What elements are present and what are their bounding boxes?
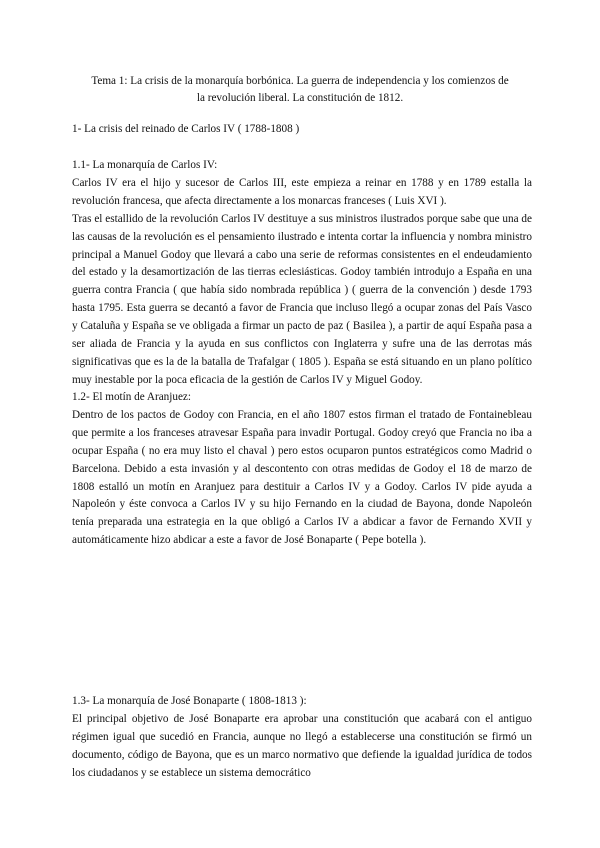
section-1-heading: 1- La crisis del reinado de Carlos IV ( 1788-1808 ) [72, 123, 300, 135]
section-1-3 [72, 693, 532, 783]
section-1-1-heading: 1.1- La monarquía de Carlos IV: [72, 159, 218, 171]
title-line-2: la revolución liberal. La constitución de 1812. [196, 91, 404, 104]
section-1-2 [72, 389, 532, 550]
document-title [60, 73, 540, 106]
section-1-1-paragraph-1: Carlos IV era el hijo y sucesor de Carlos III, este empieza a reinar en 1788 y en 1789 estalla la revolución francesa, que afecta directamente a los monarcas franceses ( Luis XVI ). [72, 176, 532, 207]
section-1-3-heading: 1.3- La monarquía de José Bonaparte ( 1808-1813 ): [72, 695, 307, 707]
section-1-1 [72, 157, 532, 390]
section-1-2-paragraph: Dentro de los pactos de Godoy con Francia, en el año 1807 estos firman el tratado de Fontainebleau que permite a los franceses atravesar España para invadir Portugal. Godoy creyó que Francia no iba a ocupar España ( no era muy listo el chaval ) pero estos ocuparon puntos estratégicos como Madrid o Barcelona. Debido a esta invasión y al descontento con otras medidas de Godoy el 18 de marzo de 1808 estalló un motín en Aranjuez para destituir a Carlos IV y a Godoy. Carlos IV pide ayuda a Napoleón y éste convoca a Carlos IV y su hijo Fernando en la ciudad de Bayona, donde Napoleón tenía preparada una estrategia en la que obligó a Carlos IV a abdicar a favor de Fernando XVII y automáticamente hizo abdicar a este a favor de José Bonaparte ( Pepe botella ). [72, 408, 532, 547]
title-line-1: Tema 1: La crisis de la monarquía borbónica. La guerra de independencia y los comienzos de [91, 75, 509, 87]
section-1-heading-block [72, 121, 532, 139]
section-1-1-paragraph-2: Tras el estallido de la revolución Carlos IV destituye a sus ministros ilustrados porque sabe que una de las causas de la revolución es el pensamiento ilustrado e intenta cortar la influencia y nombra ministro principal a Manuel Godoy que llevará a cabo una serie de reformas consistentes en el endeudamiento del estado y la desamortización de las tierras eclesiásticas. Godoy también introdujo a España en una guerra contra Francia ( que había sido nombrada república ) ( guerra de la convención ) desde 1793 hasta 1795. Esta guerra se decantó a favor de Francia que incluso llegó a ocupar zonas del País Vasco y Cataluña y España se ve obligada a firmar un pacto de paz ( Basilea ), a partir de aquí España pasa a ser aliada de Francia y la ayuda en sus conflictos con Inglaterra y sufre una de las derrotas más significativas que es la de la batalla de Trafalgar ( 1805 ). España se está situando en un plano político muy inestable por la poca eficacia de la gestión de Carlos IV y Miguel Godoy. [72, 212, 532, 386]
section-1-3-paragraph: El principal objetivo de José Bonaparte era aprobar una constitución que acabará con el antiguo régimen igual que sucedió en Francia, aunque no llegó a establecerse una constitución se firmó un documento, código de Bayona, que es un marco normativo que defiende la igualdad jurídica de todos los ciudadanos y se establece un sistema democrático [72, 712, 532, 779]
section-1-2-heading: 1.2- El motín de Aranjuez: [72, 391, 191, 403]
